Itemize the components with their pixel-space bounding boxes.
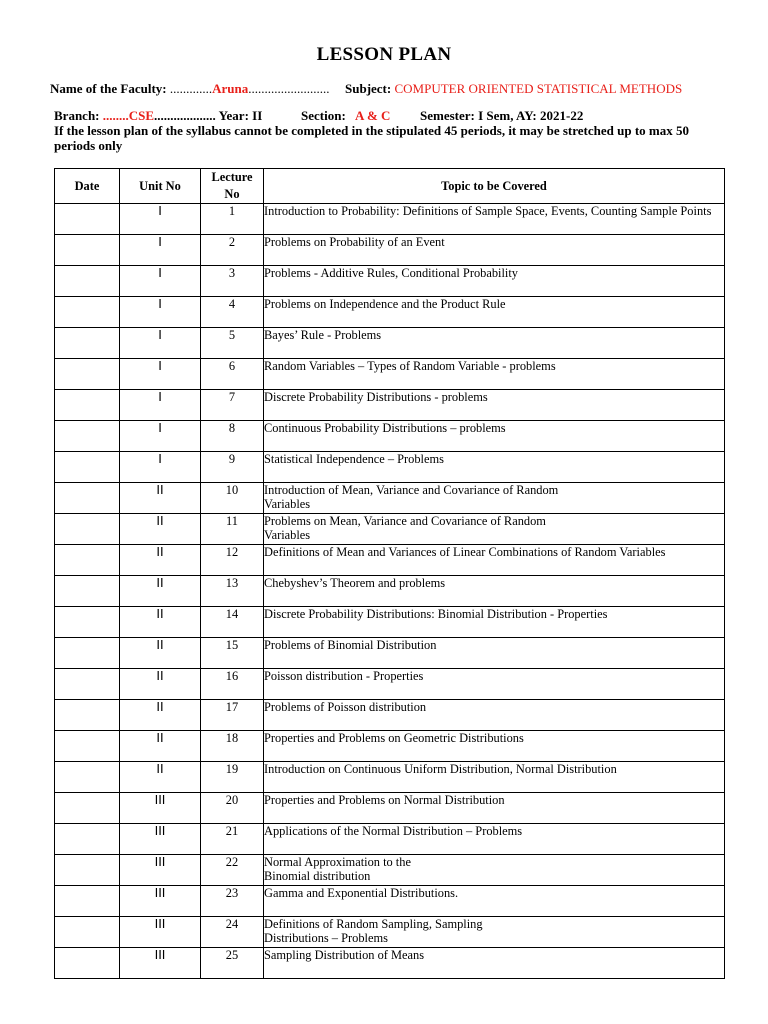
lecture-cell: 23 [201, 886, 264, 917]
year-value: II [252, 108, 263, 123]
unit-cell: I [120, 266, 201, 297]
section-line [301, 108, 390, 124]
topic-text: Gamma and Exponential Distributions. [264, 886, 459, 900]
section-value: A & C [355, 108, 391, 123]
table-row [55, 204, 725, 235]
lecture-cell: 18 [201, 731, 264, 762]
lecture-cell: 16 [201, 669, 264, 700]
faculty-lead-dots: ............. [169, 81, 213, 96]
date-cell[interactable] [55, 359, 120, 390]
unit-cell: II [120, 514, 201, 545]
lesson-plan-table [54, 168, 725, 979]
col-header-unit: Unit No [120, 169, 201, 204]
date-cell[interactable] [55, 793, 120, 824]
lecture-cell: 1 [201, 204, 264, 235]
unit-cell: II [120, 638, 201, 669]
date-cell[interactable] [55, 328, 120, 359]
unit-cell: I [120, 359, 201, 390]
col-header-lecture-line1: Lecture [211, 170, 253, 184]
topic-cell [264, 731, 725, 762]
faculty-trail-dots: ......................... [248, 81, 330, 96]
date-cell[interactable] [55, 638, 120, 669]
branch-value: CSE [128, 108, 155, 123]
branch-lead-dots: ........ [102, 108, 129, 123]
lecture-cell: 24 [201, 917, 264, 948]
lecture-cell: 12 [201, 545, 264, 576]
unit-cell: I [120, 204, 201, 235]
topic-cell [264, 235, 725, 266]
date-cell[interactable] [55, 855, 120, 886]
table-row [55, 421, 725, 452]
topic-cell [264, 514, 725, 545]
col-header-lecture-line2: No [224, 187, 240, 201]
table-row [55, 452, 725, 483]
semester-line: Semester: I Sem, AY: 2021-22 [420, 108, 584, 123]
lecture-cell: 20 [201, 793, 264, 824]
lecture-cell: 7 [201, 390, 264, 421]
topic-text: Introduction on Continuous Uniform Distribution, Normal Distribution [264, 762, 617, 776]
table-row [55, 762, 725, 793]
topic-text: Discrete Probability Distributions - problems [264, 390, 488, 404]
unit-cell: I [120, 390, 201, 421]
date-cell[interactable] [55, 824, 120, 855]
lecture-cell: 21 [201, 824, 264, 855]
faculty-label: Name of the Faculty: [50, 81, 167, 96]
topic-text: Discrete Probability Distributions: Binomial Distribution - Properties [264, 607, 608, 621]
faculty-line [50, 81, 329, 97]
table-row [55, 886, 725, 917]
topic-cell [264, 824, 725, 855]
date-cell[interactable] [55, 669, 120, 700]
table-row [55, 390, 725, 421]
unit-cell: III [120, 917, 201, 948]
date-cell[interactable] [55, 545, 120, 576]
unit-cell: III [120, 824, 201, 855]
table-row [55, 266, 725, 297]
date-cell[interactable] [55, 421, 120, 452]
date-cell[interactable] [55, 483, 120, 514]
date-cell[interactable] [55, 700, 120, 731]
unit-cell: I [120, 421, 201, 452]
unit-cell: I [120, 297, 201, 328]
table-row [55, 824, 725, 855]
unit-cell: II [120, 483, 201, 514]
col-header-lecture [201, 169, 264, 204]
date-cell[interactable] [55, 204, 120, 235]
topic-cell [264, 855, 725, 886]
table-row [55, 607, 725, 638]
table-row [55, 948, 725, 979]
table-row [55, 545, 725, 576]
col-header-date: Date [55, 169, 120, 204]
date-cell[interactable] [55, 917, 120, 948]
date-cell[interactable] [55, 886, 120, 917]
col-header-topic: Topic to be Covered [264, 169, 725, 204]
topic-cell [264, 948, 725, 979]
lecture-cell: 22 [201, 855, 264, 886]
table-row [55, 576, 725, 607]
lecture-cell: 19 [201, 762, 264, 793]
branch-trail-dots: ................... [154, 108, 216, 123]
date-cell[interactable] [55, 607, 120, 638]
topic-text: Chebyshev’s Theorem and problems [264, 576, 446, 590]
lecture-cell: 4 [201, 297, 264, 328]
topic-cell [264, 421, 725, 452]
subject-label: Subject: [345, 81, 392, 96]
unit-cell: II [120, 762, 201, 793]
topic-cell [264, 390, 725, 421]
topic-cell [264, 638, 725, 669]
lecture-cell: 13 [201, 576, 264, 607]
date-cell[interactable] [55, 762, 120, 793]
topic-text: Properties and Problems on Geometric Distributions [264, 731, 524, 745]
faculty-name: Aruna [212, 81, 249, 96]
table-header-row [55, 169, 725, 204]
topic-cell [264, 700, 725, 731]
lecture-cell: 3 [201, 266, 264, 297]
topic-text: Problems - Additive Rules, Conditional Probability [264, 266, 519, 280]
table-row [55, 855, 725, 886]
unit-cell: II [120, 607, 201, 638]
topic-text: Introduction to Probability: Definitions of Sample Space, Events, Counting Sample Points [264, 204, 712, 218]
topic-cell [264, 762, 725, 793]
topic-cell [264, 483, 725, 514]
page-title: LESSON PLAN [316, 44, 452, 65]
table-row [55, 731, 725, 762]
date-cell[interactable] [55, 948, 120, 979]
lecture-cell: 11 [201, 514, 264, 545]
unit-cell: II [120, 576, 201, 607]
unit-cell: I [120, 328, 201, 359]
topic-text: Statistical Independence – Problems [264, 452, 444, 466]
date-cell[interactable] [55, 235, 120, 266]
table-row [55, 917, 725, 948]
lecture-cell: 8 [201, 421, 264, 452]
lecture-cell: 17 [201, 700, 264, 731]
branch-line [54, 108, 262, 124]
section-label: Section: [301, 108, 346, 123]
topic-cell [264, 607, 725, 638]
unit-cell: III [120, 855, 201, 886]
table-row [55, 297, 725, 328]
topic-cell [264, 669, 725, 700]
lecture-cell: 14 [201, 607, 264, 638]
lecture-cell: 10 [201, 483, 264, 514]
topic-text: Properties and Problems on Normal Distribution [264, 793, 505, 807]
unit-cell: II [120, 545, 201, 576]
lecture-cell: 2 [201, 235, 264, 266]
topic-cell [264, 545, 725, 576]
topic-text: Problems of Binomial Distribution [264, 638, 437, 652]
unit-cell: I [120, 452, 201, 483]
subject-line [345, 81, 682, 97]
topic-cell [264, 204, 725, 235]
topic-text: Bayes’ Rule - Problems [264, 328, 382, 342]
table-body [55, 204, 725, 979]
table-row [55, 700, 725, 731]
table-row [55, 235, 725, 266]
date-cell[interactable] [55, 390, 120, 421]
topic-text: Problems on Probability of an Event [264, 235, 445, 249]
topic-text: Continuous Probability Distributions – problems [264, 421, 506, 435]
unit-cell: I [120, 235, 201, 266]
unit-cell: II [120, 669, 201, 700]
date-cell[interactable] [55, 576, 120, 607]
topic-cell [264, 576, 725, 607]
topic-text: Problems on Mean, Variance and Covariance of Random Variables [264, 514, 546, 542]
date-cell[interactable] [55, 452, 120, 483]
table-row [55, 793, 725, 824]
unit-cell: III [120, 948, 201, 979]
unit-cell: II [120, 700, 201, 731]
unit-cell: III [120, 886, 201, 917]
table-row [55, 359, 725, 390]
date-cell[interactable] [55, 297, 120, 328]
topic-cell [264, 359, 725, 390]
topic-text: Definitions of Random Sampling, Sampling Distributions – Problems [264, 917, 483, 945]
topic-cell [264, 452, 725, 483]
topic-text: Problems of Poisson distribution [264, 700, 427, 714]
topic-cell [264, 793, 725, 824]
topic-text: Definitions of Mean and Variances of Linear Combinations of Random Variables [264, 545, 666, 559]
table-row [55, 483, 725, 514]
branch-label: Branch: [54, 108, 100, 123]
topic-text: Problems on Independence and the Product Rule [264, 297, 506, 311]
topic-cell [264, 328, 725, 359]
topic-cell [264, 886, 725, 917]
date-cell[interactable] [55, 266, 120, 297]
lecture-cell: 25 [201, 948, 264, 979]
year-label: Year: [218, 108, 249, 123]
topic-cell [264, 297, 725, 328]
topic-text: Sampling Distribution of Means [264, 948, 425, 962]
lecture-cell: 5 [201, 328, 264, 359]
topic-text: Applications of the Normal Distribution – Problems [264, 824, 523, 838]
topic-text: Random Variables – Types of Random Variable - problems [264, 359, 556, 373]
topic-text: Normal Approximation to the Binomial distribution [264, 855, 411, 883]
topic-text: Poisson distribution - Properties [264, 669, 424, 683]
syllabus-note: If the lesson plan of the syllabus cannot be completed in the stipulated 45 periods, it may be stretched up to max 50 periods only [54, 123, 689, 153]
date-cell[interactable] [55, 514, 120, 545]
date-cell[interactable] [55, 731, 120, 762]
topic-text: Introduction of Mean, Variance and Covariance of Random Variables [264, 483, 559, 511]
table-row [55, 514, 725, 545]
topic-cell [264, 266, 725, 297]
table-row [55, 669, 725, 700]
unit-cell: II [120, 731, 201, 762]
table-row [55, 638, 725, 669]
table-row [55, 328, 725, 359]
lecture-cell: 9 [201, 452, 264, 483]
lecture-cell: 6 [201, 359, 264, 390]
subject-value: COMPUTER ORIENTED STATISTICAL METHODS [394, 81, 683, 96]
unit-cell: III [120, 793, 201, 824]
topic-cell [264, 917, 725, 948]
lecture-cell: 15 [201, 638, 264, 669]
